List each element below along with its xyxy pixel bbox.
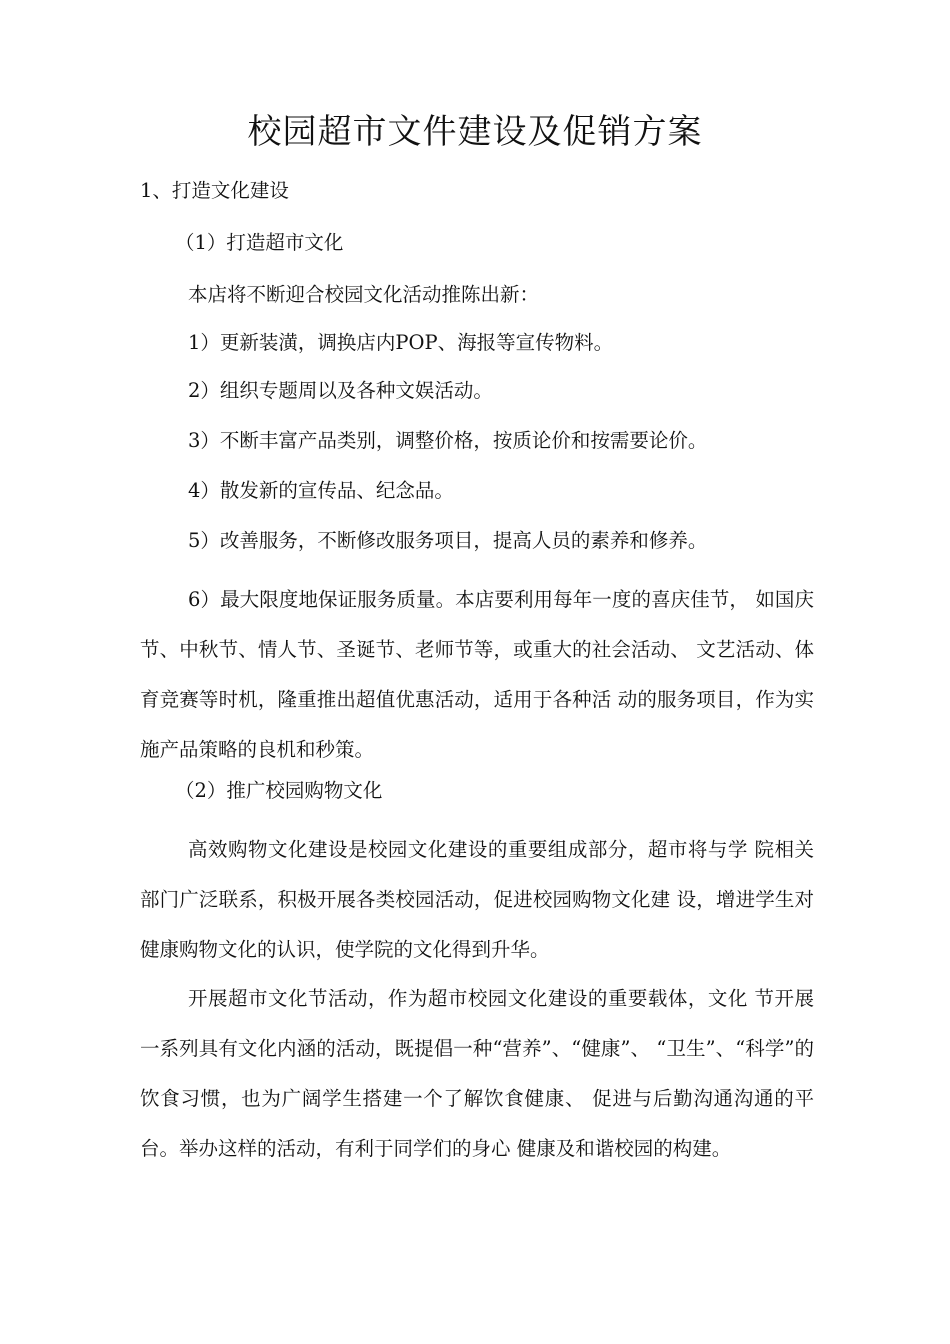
body-paragraph: 高效购物文化建设是校园文化建设的重要组成部分，超市将与学 院相关部门广泛联系，积极开展各类校园活动，促进校园购物文化建 设，增进学生对健康购物文化的认识，使学院的文化得到升华。 — [140, 838, 814, 961]
list-item: 2）组织专题周以及各种文娱活动。 — [188, 379, 493, 402]
list-item-6-paragraph: 6）最大限度地保证服务质量。本店要利用每年一度的喜庆佳节， 如国庆节、中秋节、情人节、圣诞节、老师节等，或重大的社会活动、 文艺活动、体育竞赛等时机，隆重推出超值优惠活动，适用于各种活 动的服务项目，作为实施产品策略的良机和秒策。 — [140, 588, 814, 761]
list-item: 4）散发新的宣传品、纪念品。 — [188, 479, 454, 502]
intro-paragraph: 本店将不断迎合校园文化活动推陈出新： — [188, 283, 540, 306]
body-paragraph: 开展超市文化节活动，作为超市校园文化建设的重要载体，文化 节开展一系列具有文化内涵的活动，既提倡一种“营养”、“健康”、 “卫生”、“科学”的饮食习惯，也为广阔学生搭建一个了解饮食健康、 促进与后勤沟通沟通的平台。举办这样的活动，有利于同学们的身心 健康及和谐校园的构建。 — [140, 987, 814, 1160]
section-heading-1: 1、打造文化建设 — [140, 179, 289, 202]
subsection-heading-1: （1）打造超市文化 — [175, 231, 344, 254]
list-item: 5）改善服务，不断修改服务项目，提高人员的素养和修养。 — [188, 529, 708, 552]
list-item: 3）不断丰富产品类别，调整价格，按质论价和按需要论价。 — [188, 429, 708, 452]
list-item: 1）更新装潢，调换店内POP、海报等宣传物料。 — [188, 331, 614, 354]
subsection-heading-2: （2）推广校园购物文化 — [175, 779, 383, 802]
document-title: 校园超市文件建设及促销方案 — [247, 112, 703, 152]
